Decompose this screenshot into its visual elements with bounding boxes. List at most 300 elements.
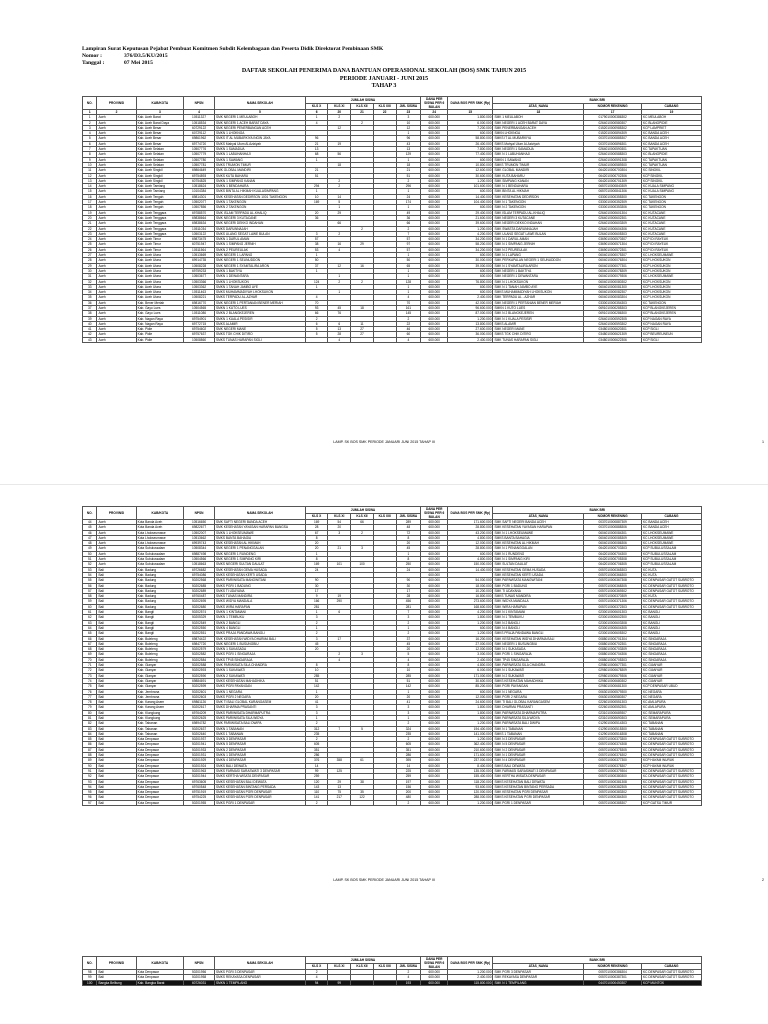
table-cell: SMKS KESEHATAN MAHADHIKA xyxy=(493,678,584,683)
table-cell: 0264010000590301 xyxy=(584,147,642,152)
table-cell: 28.800.000 xyxy=(448,525,493,530)
table-cell xyxy=(351,800,374,805)
table-cell: Kota Lhokseumawe xyxy=(136,535,183,540)
table-cell: KC BANDA ACEH xyxy=(642,136,702,141)
title-line-2: PERIODE JANUARI - JUNI 2015 xyxy=(339,75,429,82)
table-cell: 2 xyxy=(396,178,421,183)
table-cell: 0264010000591308 xyxy=(584,157,642,162)
table-cell: SMKS DARUNNAJAH xyxy=(215,226,306,231)
table-cell: Kota Denpasar xyxy=(136,779,183,784)
table-cell: 0057010000382305 xyxy=(584,784,642,789)
table-cell: 8 xyxy=(396,663,421,668)
table-cell: Bali xyxy=(97,668,136,673)
table-cell: 28 xyxy=(305,525,328,530)
table-cell: KC DENPASAR GATOT SUBROTO xyxy=(642,737,702,742)
table-cell: SMKS BANTA BAHAGIA xyxy=(493,535,584,540)
table-cell: 0230010000605302 xyxy=(584,631,642,636)
table-cell: KCP LHOKSUKON xyxy=(642,290,702,295)
table-cell: Kab. Aceh Utara xyxy=(136,253,183,258)
table-cell: 600.000 xyxy=(421,274,448,279)
table-cell: 10502007 xyxy=(184,530,215,535)
table-cell: Kab. Aceh Besar xyxy=(136,136,183,141)
table-cell: SMK KESEHATAN AL HIKMAH xyxy=(493,541,584,546)
table-cell: 600.000 xyxy=(421,652,448,657)
table-cell: 10507781 xyxy=(184,162,215,167)
table-cell: 0348010000621309 xyxy=(584,332,642,337)
table-cell: KCP NAGAN RAYA xyxy=(642,321,702,326)
table-cell: 237.000.000 xyxy=(448,758,493,763)
table-cell: 0057010000366300 xyxy=(584,572,642,577)
table-cell: Kab. Gianyar xyxy=(136,663,183,668)
table-cell: 58.200.000 xyxy=(448,242,493,247)
table-cell: SMK PARIWISATA DHARMAPUTRA xyxy=(493,710,584,715)
table-cell: KC BLANGPIDIE xyxy=(642,152,702,157)
table-cell: SMK PERKAPALAN NEGERI 1 SEUNUDDON xyxy=(493,258,584,263)
table-cell: 600.000 xyxy=(421,189,448,194)
table-cell: KC BANGLI xyxy=(642,610,702,615)
table-cell: Aceh xyxy=(97,173,136,178)
table-cell: 28.800.000 xyxy=(448,546,493,551)
table-cell: Kab. Aceh Singkil xyxy=(136,168,183,173)
table-cell: 97 xyxy=(396,242,421,247)
table-cell: Aceh xyxy=(97,295,136,300)
table-cell: 35 xyxy=(351,790,374,795)
table-cell: KCP HAYAM WURUK xyxy=(642,758,702,763)
table-cell: 10511086 xyxy=(184,311,215,316)
table-cell: 4 xyxy=(396,975,421,980)
table-cell: Bali xyxy=(97,663,136,668)
column-number: 6 xyxy=(305,110,328,115)
table-cell: 600.000 xyxy=(421,136,448,141)
table-cell: 10507780 xyxy=(184,157,215,162)
table-cell: SMKS KESEHATAN BINTANG PERSADA xyxy=(215,784,306,789)
table-cell: 3 xyxy=(305,615,328,620)
table-cell: SMK NEGERI DEKKO INDAHAN xyxy=(493,221,584,226)
table-cell: 69760548 xyxy=(184,784,215,789)
table-cell: 38 xyxy=(351,779,374,784)
table-cell: 39.600.000 xyxy=(448,221,493,226)
table-cell: SMKN 4 BANGLI xyxy=(215,625,306,630)
table-cell: 600.000 xyxy=(421,594,448,599)
table-cell: 6.000.000 xyxy=(448,120,493,125)
table-cell: 10 xyxy=(396,120,421,125)
table-cell: SMK REKAYASA DENPASAR xyxy=(493,975,584,980)
table-cell: 600.000 xyxy=(448,268,493,273)
table-cell: KCP IDI RAYEUK xyxy=(642,237,702,242)
table-cell: KCP SIGLI xyxy=(642,327,702,332)
table-cell: Bali xyxy=(97,578,136,583)
col-jumlah-siswa: JUMLAH SISWA xyxy=(305,957,421,964)
table-cell: KC TAPAKTUAN xyxy=(642,147,702,152)
table-cell: 12 xyxy=(328,263,351,268)
table-cell: 600.000 xyxy=(421,636,448,641)
table-cell: 17 xyxy=(396,588,421,593)
table-cell: 600.000 xyxy=(421,567,448,572)
table-cell: SMKN 1 SIMPANG JERNIH xyxy=(215,242,306,247)
table-cell: 324 xyxy=(396,726,421,731)
table-cell: Aceh xyxy=(97,279,136,284)
table-cell: 2 xyxy=(351,279,374,284)
table-cell: 30 xyxy=(83,268,97,273)
table-cell: 0057010000376302 xyxy=(584,753,642,758)
table-cell: 16 xyxy=(83,194,97,199)
table-cell: 0057010000369302 xyxy=(584,588,642,593)
table-cell: 9 xyxy=(83,157,97,162)
table-cell: 69757637 xyxy=(184,332,215,337)
table-cell: 4 xyxy=(396,657,421,662)
table-cell: Kab. Badung xyxy=(136,604,183,609)
table-cell: 67 xyxy=(305,530,328,535)
table-cell: SMK KESEHATAN DEDIRSON 1001 TAKENGON xyxy=(215,194,306,199)
table-cell: SMK N 1 NEGARA xyxy=(493,689,584,694)
page-number: 2 xyxy=(762,878,764,882)
table-cell: 0264010000601304 xyxy=(584,210,642,215)
table-cell: 0604010000079306 xyxy=(584,274,642,279)
table-cell: 7.800.000 xyxy=(448,147,493,152)
table-cell: 600.000 xyxy=(421,731,448,736)
table-cell: 1 xyxy=(328,205,351,210)
table-cell: KC DENPASAR GATOT SUBROTO xyxy=(642,599,702,604)
table-cell: 600.000 xyxy=(448,689,493,694)
table-cell: 51 xyxy=(305,678,328,683)
table-cell: Kab. Gianyar xyxy=(136,684,183,689)
table-cell: 1 xyxy=(305,189,328,194)
table-cell: 69887498 xyxy=(184,551,215,556)
table-cell: 0088010000705303 xyxy=(584,657,642,662)
table-cell xyxy=(373,337,396,342)
table-cell: Bali xyxy=(97,636,136,641)
column-number: 15 xyxy=(448,110,493,115)
table-cell: SMKN 2 SUKAWATI xyxy=(215,673,306,678)
table-cell: 600.000 xyxy=(421,115,448,120)
table-cell: KCP LHOKSUKON xyxy=(642,295,702,300)
document-title xyxy=(0,68,768,91)
table-cell: 0604010000077301 xyxy=(584,263,642,268)
table-cell: Aceh xyxy=(97,194,136,199)
table-cell: Bali xyxy=(97,790,136,795)
table-cell: KCP BLANGKEJEREN xyxy=(642,311,702,316)
table-cell: 0088010000703309 xyxy=(584,647,642,652)
table-cell: SMK NEGERI 3 KUTACANE xyxy=(215,215,306,220)
table-cell: 0447010000450307 xyxy=(584,980,642,985)
table-cell: 296 xyxy=(396,184,421,189)
table-cell: 50 xyxy=(83,551,97,556)
table-cell: 7 xyxy=(396,610,421,615)
table-cell: Bali xyxy=(97,604,136,609)
table-cell: 600.000 xyxy=(421,530,448,535)
table-cell: 600.000 xyxy=(421,152,448,157)
table-cell: 19 xyxy=(328,141,351,146)
table-cell: SMK SAFTI NEGERI BANDA ACEH xyxy=(493,520,584,525)
table-cell: 1 xyxy=(305,610,328,615)
table-cell: 50202568 xyxy=(184,578,215,583)
col-nomor-rekening: NOMOR REKENING xyxy=(584,103,642,110)
table-cell: 0642010000704300 xyxy=(584,551,642,556)
table-cell: Kab. Aceh Utara xyxy=(136,274,183,279)
table-cell: Aceh xyxy=(97,178,136,183)
column-number: 20 xyxy=(328,110,351,115)
table-cell: KC LHOKSEUMAWE xyxy=(642,253,702,258)
table-cell: 1 xyxy=(83,115,97,120)
table-cell: 4 xyxy=(305,975,328,980)
table-cell: 456 xyxy=(396,599,421,604)
table-cell: 0642010000702306 xyxy=(584,173,642,178)
table-cell: 41 xyxy=(305,700,328,705)
table-cell: 600.000 xyxy=(448,157,493,162)
table-cell: SMK N 2 DENPASAR xyxy=(493,747,584,752)
table-cell: 44 xyxy=(83,520,97,525)
table-cell: 14 xyxy=(305,763,328,768)
table-cell: 60729122 xyxy=(184,125,215,130)
table-cell: Aceh xyxy=(97,253,136,258)
table-cell: Aceh xyxy=(97,247,136,252)
table-cell: SMK N 1 TABANAN xyxy=(493,726,584,731)
table-cell: SMK NEGERI DEKKO INDAHAN xyxy=(215,221,306,226)
table-cell: 69914735 xyxy=(184,258,215,263)
table-cell: KC GIANYAR xyxy=(642,673,702,678)
table-cell: 69822677 xyxy=(184,525,215,530)
table-cell: 10513669 xyxy=(184,253,215,258)
table-cell: 50201929 xyxy=(184,758,215,763)
table-cell: 600.000 xyxy=(448,131,493,136)
table-cell: Kab. Aceh Tamiang xyxy=(136,184,183,189)
col-bank-bri: BANK BRI xyxy=(493,97,702,104)
table-cell: 6 xyxy=(83,141,97,146)
table-cell: Aceh xyxy=(97,221,136,226)
table-cell: 600.000 xyxy=(421,520,448,525)
table-cell: SMK PARIWISATA MANGWITANI xyxy=(493,578,584,583)
table-cell: 2 xyxy=(328,652,351,657)
table-cell: SMKN 1 BENDAHARA xyxy=(215,184,306,189)
table-cell: 69754901 xyxy=(184,316,215,321)
table-cell: 210.600.000 xyxy=(448,747,493,752)
table-cell: 0348010000622306 xyxy=(584,337,642,342)
table-cell: 2 xyxy=(396,226,421,231)
table-cell: SMKS 1 TABANAN xyxy=(493,731,584,736)
table-cell: 0057010000379304 xyxy=(584,768,642,773)
table-cell: 95 xyxy=(83,790,97,795)
table-cell: 24 xyxy=(305,567,328,572)
table-cell: 20 xyxy=(328,525,351,530)
table-cell: SMKN 1 SUKAWATI xyxy=(215,668,306,673)
table-cell: SMK N 1 TEMBUKU xyxy=(493,615,584,620)
school-table xyxy=(82,506,702,806)
table-cell: 1 xyxy=(396,625,421,630)
table-cell: Bali xyxy=(97,689,136,694)
table-cell: 5 xyxy=(328,200,351,205)
table-cell: 71 xyxy=(83,663,97,668)
table-cell: 50202551 xyxy=(184,631,215,636)
page-footer: LAMP. SK BOS SMK PERIODE JANUARI JUNI 2015 TAHAP III xyxy=(333,440,435,444)
table-cell: 3 xyxy=(396,710,421,715)
table-cell: Bali xyxy=(97,715,136,720)
table-cell: 3 xyxy=(396,705,421,710)
table-cell: Kab. Klungkung xyxy=(136,715,183,720)
table-cell: Bali xyxy=(97,784,136,789)
table-cell: 97 xyxy=(83,800,97,805)
table-cell: 32 xyxy=(83,279,97,284)
table-cell: Kab. Nagan Raya xyxy=(136,321,183,326)
table-cell: 1 xyxy=(305,253,328,258)
table-cell: 600.000 xyxy=(421,258,448,263)
table-cell: 39 xyxy=(83,316,97,321)
table-cell: 600.000 xyxy=(421,684,448,689)
col-no: NO. xyxy=(83,97,97,110)
table-cell: SMK N 1 RUNDENG xyxy=(493,551,584,556)
table-cell: SMKN 1 SIMPANG KANAN xyxy=(215,178,306,183)
table-cell: 0063010000580307 xyxy=(584,694,642,699)
table-cell: SMK N 1 SUKASADA xyxy=(493,647,584,652)
table-cell: 4 xyxy=(396,295,421,300)
table-cell: 0088010000701304 xyxy=(584,636,642,641)
col-kls-x: KLS X xyxy=(305,963,328,970)
table-cell: 1 xyxy=(305,268,328,273)
col-kls-xii: KLS XII xyxy=(351,963,374,970)
table-cell: 53 xyxy=(305,247,328,252)
table-cell: Kab. Badung xyxy=(136,583,183,588)
table-cell: 0330010000352309 xyxy=(584,200,642,205)
table-cell: 63 xyxy=(83,620,97,625)
table-cell: KCP IDI RAYEUK xyxy=(642,247,702,252)
table-cell: 169 xyxy=(305,200,328,205)
col-dana-per-siswa: DANA PER SISWA PER 6 BULAN xyxy=(421,507,448,520)
table-cell: 59 xyxy=(83,599,97,604)
table-cell: 53 xyxy=(83,567,97,572)
table-cell: Kab. Buleleng xyxy=(136,657,183,662)
table-cell: SMK SAFTI NEGERI BANDA ACEH xyxy=(215,520,306,525)
table-cell: 600.000 xyxy=(421,970,448,975)
table-cell: 285 xyxy=(396,673,421,678)
table-cell: SMKN 1 LHOKNGA xyxy=(215,131,306,136)
table-cell: 4.800.000 xyxy=(448,557,493,562)
table-cell: Kab. Gayo Lues xyxy=(136,311,183,316)
table-cell: 0230010000604305 xyxy=(584,625,642,630)
table-cell: 0604010000076304 xyxy=(584,258,642,263)
table-cell: SMK NEGERI 1 SYAMTALIRA ARON xyxy=(215,263,306,268)
column-number: 24 xyxy=(421,110,448,115)
table-cell: 0348010000620301 xyxy=(584,327,642,332)
table-cell: SMK KUTA BAHARU xyxy=(493,173,584,178)
table-cell: 104.400.000 xyxy=(448,200,493,205)
table-cell: SMKN 1 LHOKSUKON xyxy=(215,279,306,284)
table-cell: SMKS FARMASI SARASWATI 3 DENPASAR xyxy=(215,768,306,773)
table-cell: Bali xyxy=(97,673,136,678)
table-cell: 69884691 xyxy=(184,678,215,683)
table-cell: SMK N 2 BLANGKEJEREN xyxy=(493,311,584,316)
table-cell: 0057010000374308 xyxy=(584,742,642,747)
table-cell: KC SINGARAJA xyxy=(642,657,702,662)
table-cell: Bali xyxy=(97,641,136,646)
table-cell: SMK SULTAN DAULAT xyxy=(493,562,584,567)
table-cell: 73 xyxy=(83,673,97,678)
table-cell: 289 xyxy=(396,520,421,525)
table-cell: KC TABANAN xyxy=(642,731,702,736)
table-cell: KC TABANAN xyxy=(642,726,702,731)
table-cell: 80 xyxy=(83,710,97,715)
table-cell: SMKS ALAMIR xyxy=(493,321,584,326)
table-cell: Bali xyxy=(97,572,136,577)
table-cell: SMKN 2 PEUREULAK xyxy=(215,247,306,252)
table-cell: 600.000 xyxy=(421,578,448,583)
table-cell: Kab. Gayo Lues xyxy=(136,305,183,310)
table-cell: SMK N 1 DARUL AMAN xyxy=(493,237,584,242)
table-cell: 600.000 xyxy=(421,147,448,152)
table-cell: 77 xyxy=(83,694,97,699)
document-page-2 xyxy=(0,498,768,958)
table-cell: 10 xyxy=(305,668,328,673)
table-cell: 3.000.000 xyxy=(448,652,493,657)
table-cell: 0057010000384300 xyxy=(584,795,642,800)
table-cell: 69754086 xyxy=(184,572,215,577)
table-cell: KC SINGARAJA xyxy=(642,652,702,657)
table-cell: 69861126 xyxy=(184,700,215,705)
table-cell: SMK KESEHATAN GEMA HUSADA xyxy=(493,567,584,572)
table-cell: 87 xyxy=(83,747,97,752)
column-number: 5 xyxy=(215,110,306,115)
table-cell: 600.000 xyxy=(421,647,448,652)
table-cell: Bali xyxy=(97,599,136,604)
table-cell: KC DENPASAR GATOT SUBROTO xyxy=(642,604,702,609)
table-cell: 600.000 xyxy=(421,758,448,763)
table-cell: SMK N 1 KINTAMANI xyxy=(493,610,584,615)
table-cell: 98 xyxy=(83,970,97,975)
table-cell: 51 xyxy=(396,173,421,178)
table-cell: 38 xyxy=(83,311,97,316)
table-cell: 600.000 xyxy=(421,162,448,167)
table-cell: 60751947 xyxy=(184,242,215,247)
table-cell: Kota Lhokseumawe xyxy=(136,541,183,546)
table-cell: 600.000 xyxy=(421,583,448,588)
table-cell: 10104384 xyxy=(184,189,215,194)
table-cell: KC KUTA xyxy=(642,594,702,599)
table-cell: 0057010000380300 xyxy=(584,774,642,779)
table-cell: 600.000 xyxy=(421,657,448,662)
table-cell: 54 xyxy=(328,520,351,525)
table-cell: 17 xyxy=(328,636,351,641)
table-cell: KC AMLAPURA xyxy=(642,705,702,710)
table-cell: 50201924 xyxy=(184,763,215,768)
table-cell: Aceh xyxy=(97,152,136,157)
table-cell: 1.200.000 xyxy=(448,316,493,321)
table-cell: Aceh xyxy=(97,131,136,136)
table-cell: SMK N 4 BANGLI xyxy=(493,625,584,630)
table-cell: 171.600.000 xyxy=(448,520,493,525)
table-cell: 11 xyxy=(83,168,97,173)
table-cell: 29 xyxy=(328,779,351,784)
table-cell: Kab. Aceh Selatan xyxy=(136,157,183,162)
table-cell: SMKS BANTA BAHAGIA xyxy=(215,535,306,540)
table-cell: 235 xyxy=(305,731,328,736)
table-cell: 600.000 xyxy=(421,311,448,316)
table-cell: Kab. Aceh Tenggara xyxy=(136,210,183,215)
table-cell: 42 xyxy=(83,332,97,337)
table-cell: 57 xyxy=(305,237,328,242)
table-cell: 0330010000355300 xyxy=(584,194,642,199)
table-cell: Kota Denpasar xyxy=(136,970,183,975)
table-cell: 358 xyxy=(328,758,351,763)
table-cell: 145 xyxy=(396,311,421,316)
table-cell: 600.000 xyxy=(421,279,448,284)
table-cell: Aceh xyxy=(97,546,136,551)
table-cell: 286 xyxy=(305,753,328,758)
table-cell: 22 xyxy=(83,226,97,231)
table-cell: Kab. Gianyar xyxy=(136,678,183,683)
table-cell: 76 xyxy=(328,311,351,316)
table-cell: KCP DENPASAR UBUD xyxy=(642,684,702,689)
table-cell: 1.200.000 xyxy=(448,620,493,625)
table-cell: 4.800.000 xyxy=(448,663,493,668)
table-cell: Aceh xyxy=(97,136,136,141)
